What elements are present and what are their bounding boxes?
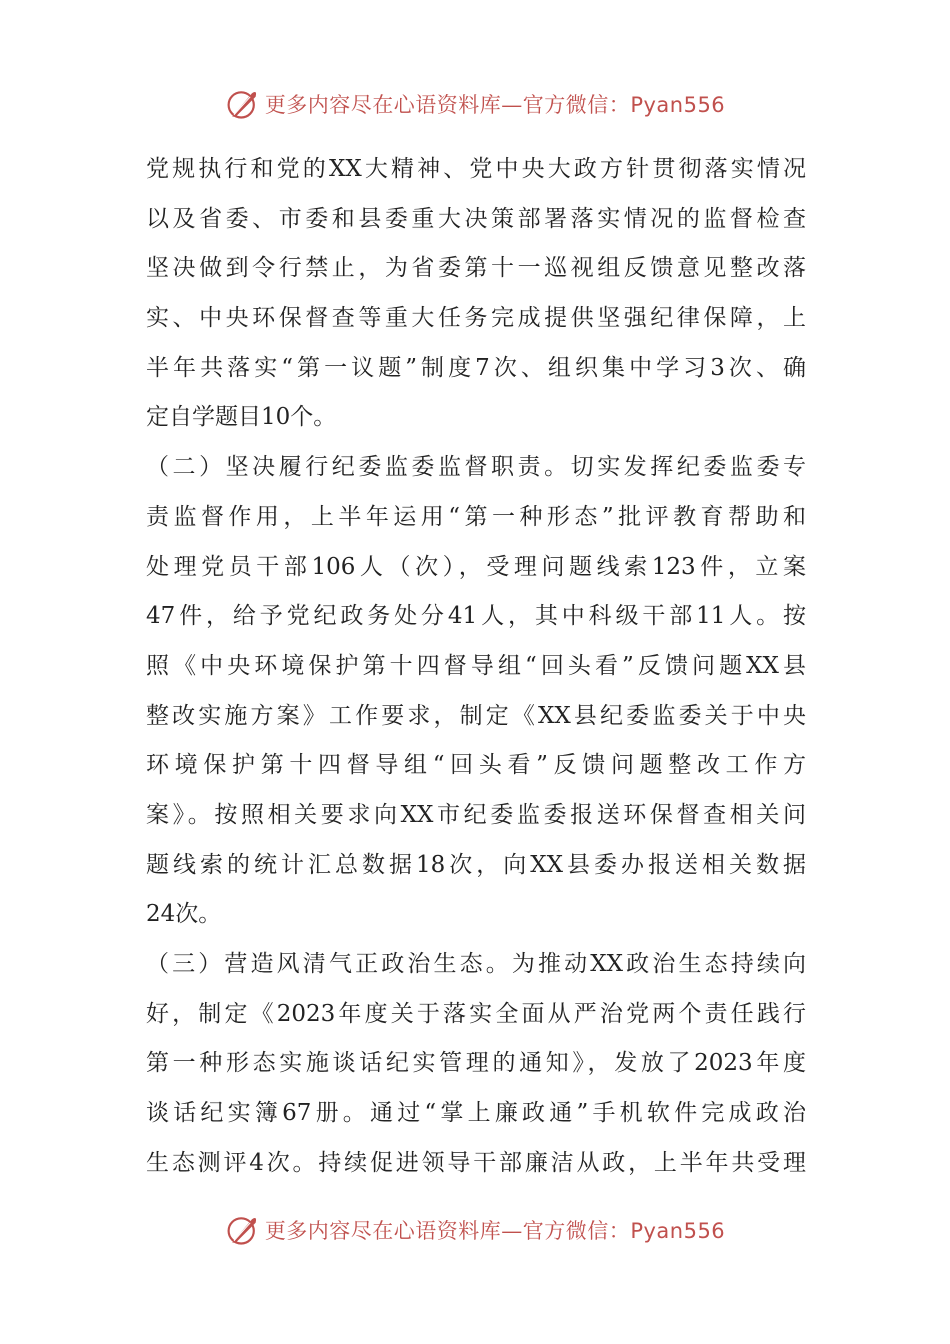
paragraph-1: [146, 145, 806, 443]
text-line: 以及省委、市委和县委重大决策部署落实情况的监督检查: [146, 205, 806, 232]
text-line: 47件，给予党纪政务处分41人，其中科级干部11人。按: [146, 603, 806, 630]
text-line: 谈话纪实簿67册。通过“掌上廉政通”手机软件完成政治: [146, 1100, 806, 1127]
text-line: 处理党员干部106人（次），受理问题线索123件，立案: [146, 553, 806, 580]
text-line: 24次。: [146, 901, 222, 928]
text-line: （二）坚决履行纪委监委监督职责。切实发挥纪委监委专: [146, 454, 806, 481]
text-line: 好，制定《2023年度关于落实全面从严治党两个责任践行: [146, 1000, 806, 1027]
quill-pen-circle-icon: [225, 1212, 261, 1248]
document-body: [146, 145, 806, 1188]
wechat-id: Pyan556: [630, 93, 726, 117]
text-line: 定自学题目10个。: [146, 404, 337, 431]
text-line: 实、中央环保督查等重大任务完成提供坚强纪律保障，上: [146, 305, 806, 332]
text-line: 案》。按照相关要求向XX市纪委监委报送环保督查相关问: [146, 801, 806, 828]
text-line: 党规执行和党的XX大精神、党中央大政方针贯彻落实情况: [146, 156, 806, 182]
wechat-id: Pyan556: [630, 1219, 726, 1243]
text-line: 整改实施方案》工作要求，制定《XX县纪委监委关于中央: [146, 702, 806, 729]
text-line: 责监督作用，上半年运用“第一种形态”批评教育帮助和: [146, 503, 806, 530]
text-line: 坚决做到令行禁止，为省委第十一巡视组反馈意见整改落: [146, 255, 806, 282]
text-line: （三）营造风清气正政治生态。为推动XX政治生态持续向: [146, 951, 806, 977]
quill-pen-circle-icon: [225, 86, 261, 122]
paragraph-3: [146, 940, 806, 1188]
footer-banner: [0, 1208, 950, 1252]
text-line: 第一种形态实施谈话纪实管理的通知》，发放了2023年度: [146, 1050, 806, 1077]
text-line: 半年共落实“第一议题”制度7次、组织集中学习3次、确: [146, 354, 806, 381]
text-line: 照《中央环境保护第十四督导组“回头看”反馈问题XX县: [146, 652, 806, 679]
text-line: 环境保护第十四督导组“回头看”反馈问题整改工作方: [146, 752, 806, 779]
text-line: 题线索的统计汇总数据18次，向XX县委办报送相关数据: [146, 851, 806, 878]
banner-text: 更多内容尽在心语资料库—官方微信：Pyan556: [264, 1219, 726, 1243]
header-banner: [0, 82, 950, 126]
banner-text: 更多内容尽在心语资料库—官方微信：Pyan556: [264, 93, 726, 117]
paragraph-2: [146, 443, 806, 940]
text-line: 生态测评4次。持续促进领导干部廉洁从政，上半年共受理: [146, 1149, 806, 1176]
